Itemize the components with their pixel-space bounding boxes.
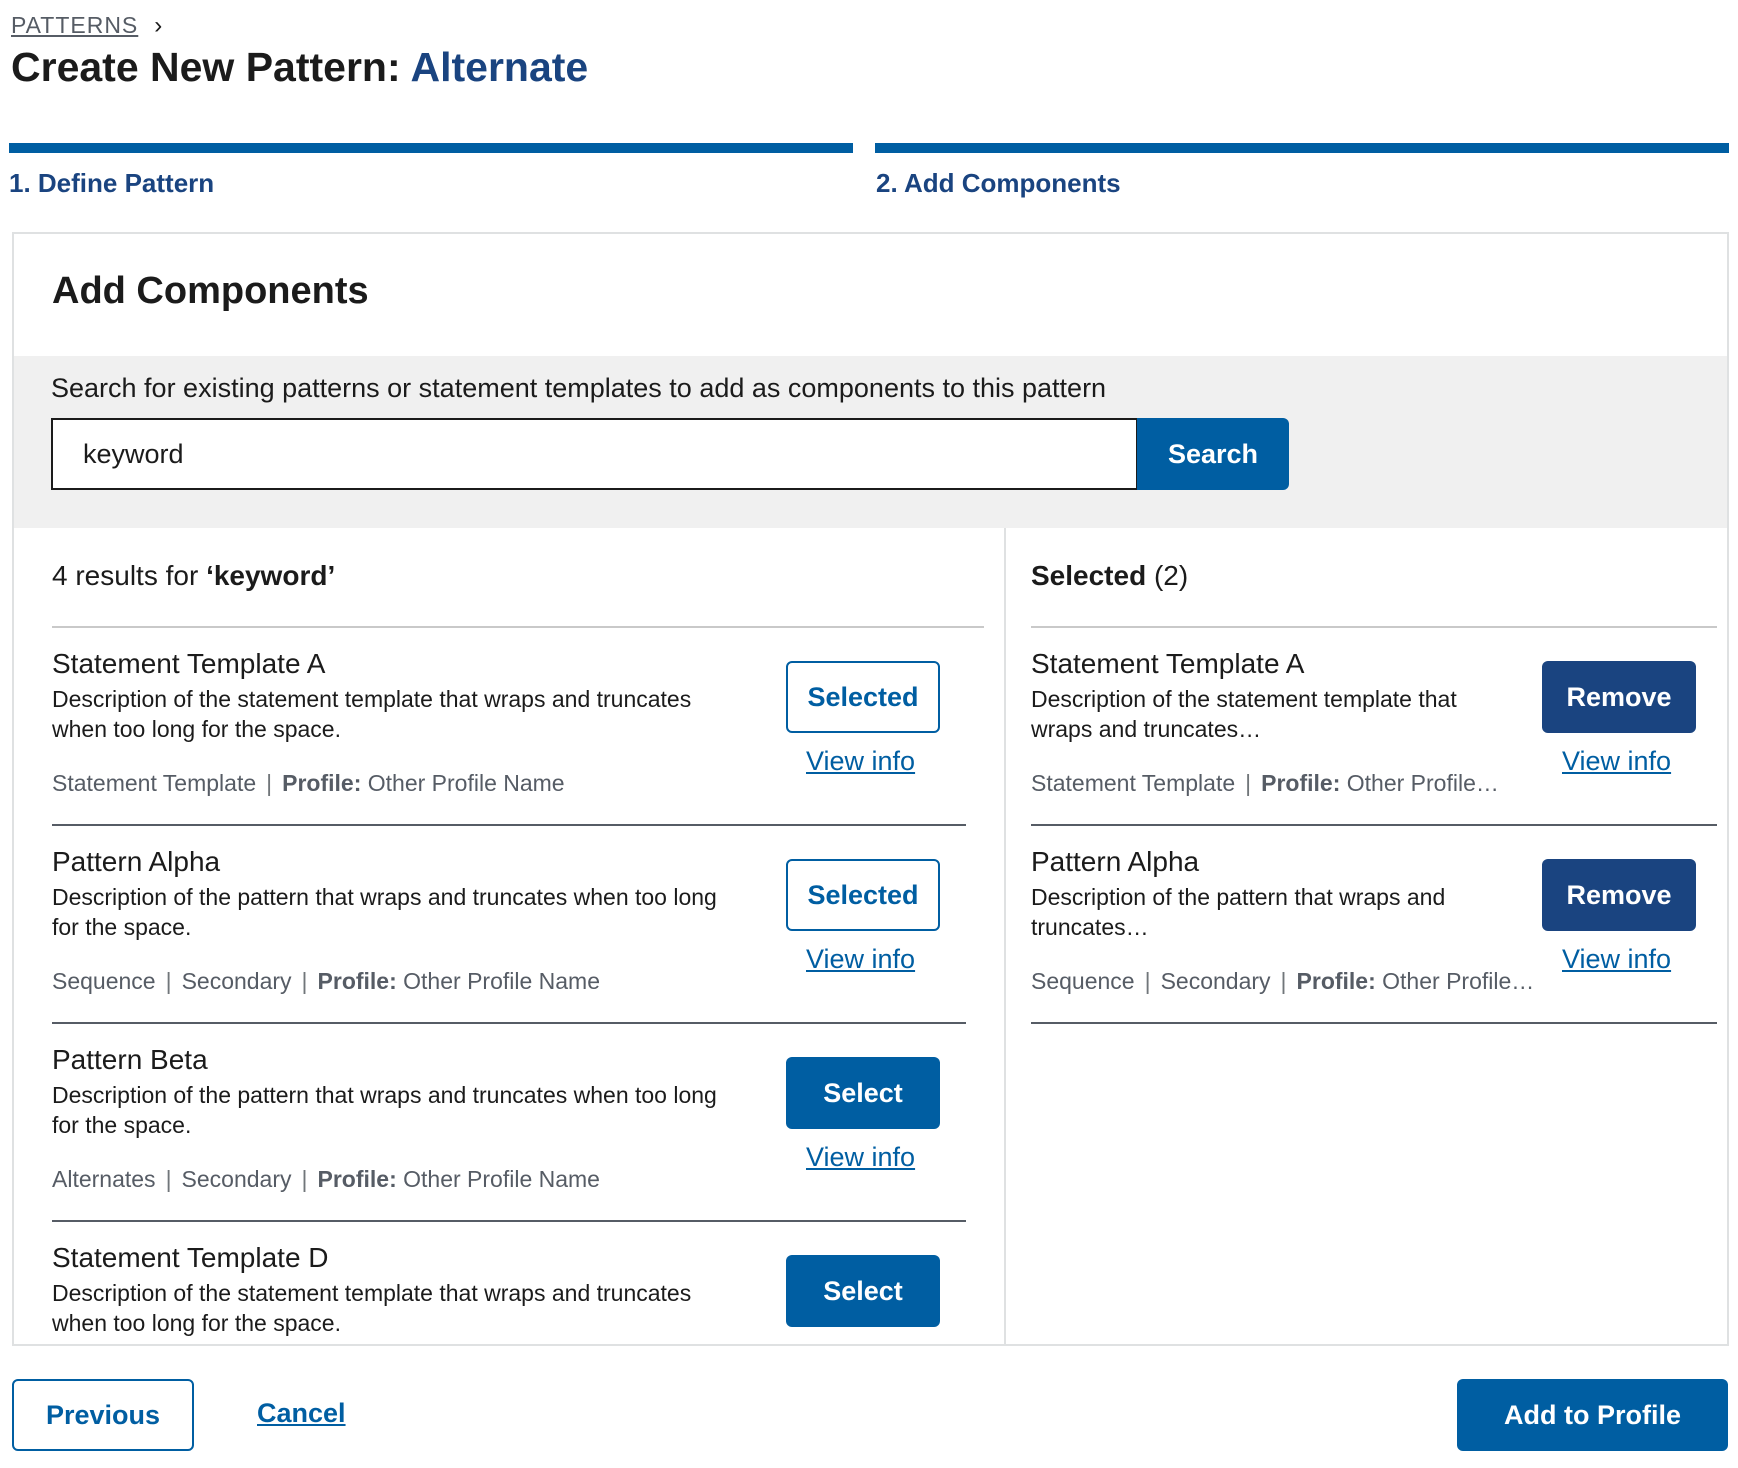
results-query-text: ‘keyword’ [206, 560, 336, 591]
add-components-card [12, 232, 1729, 1346]
select-button[interactable]: Select [786, 1255, 940, 1327]
previous-button[interactable]: Previous [12, 1379, 194, 1451]
result-item-description: Description of the statement template that wraps and truncates when too long for the space. [52, 686, 692, 742]
result-item-profile-label: Profile: [317, 1166, 397, 1192]
results-count [52, 560, 335, 592]
result-item-description: Description of the pattern that wraps and truncates when too long for the space. [52, 1082, 717, 1138]
page-title [11, 44, 588, 91]
view-info-link[interactable]: View info [1562, 944, 1672, 974]
selected-item-profile-label: Profile: [1296, 968, 1376, 994]
card-title: Add Components [52, 270, 369, 312]
selected-item-meta [1031, 770, 1499, 797]
result-item-profile-label: Profile: [317, 968, 397, 994]
step-1-progress-bar [9, 143, 853, 153]
page-title-pattern-type: Alternate [410, 44, 589, 90]
breadcrumb-link-patterns[interactable]: PATTERNS [11, 12, 139, 38]
selected-item-title: Pattern Alpha [1031, 846, 1200, 877]
selected-item-meta [1031, 968, 1534, 995]
selected-item-type: Sequence [1031, 968, 1135, 994]
results-count-text: 4 results for [52, 560, 199, 591]
add-to-profile-button[interactable]: Add to Profile [1457, 1379, 1728, 1451]
result-item [52, 1024, 966, 1222]
result-item [52, 826, 966, 1024]
search-input[interactable] [51, 418, 1138, 490]
selected-count: (2) [1153, 560, 1189, 591]
view-info-link[interactable]: View info [806, 944, 916, 974]
meta-separator: | [301, 1166, 308, 1192]
result-item-type: Alternates [52, 1166, 156, 1192]
result-item-title: Pattern Beta [52, 1044, 208, 1075]
result-item-type: Statement Template [52, 770, 257, 796]
result-item-description: Description of the pattern that wraps and truncates when too long for the space. [52, 884, 717, 940]
view-info-link[interactable]: View info [806, 1142, 916, 1172]
selected-item-role: Secondary [1160, 968, 1271, 994]
result-item-meta [52, 770, 565, 797]
remove-button[interactable]: Remove [1542, 661, 1696, 733]
meta-separator: | [1245, 770, 1252, 796]
selected-item-profile-name: Other Profile… [1382, 968, 1535, 994]
breadcrumb [11, 12, 162, 39]
view-info-link[interactable]: View info [1562, 746, 1672, 776]
selected-item-description: Description of the pattern that wraps and truncates… [1031, 884, 1446, 940]
result-item [52, 628, 966, 826]
meta-separator: | [165, 1166, 172, 1192]
search-panel [14, 356, 1727, 528]
column-divider [1004, 528, 1006, 1346]
selected-item-description: Description of the statement template that wraps and truncates… [1031, 686, 1457, 742]
result-item-profile-label: Profile: [282, 770, 362, 796]
result-item-profile-name: Other Profile Name [367, 770, 565, 796]
selected-button[interactable]: Selected [786, 859, 940, 931]
result-item-title: Statement Template D [52, 1242, 329, 1273]
result-item-title: Pattern Alpha [52, 846, 221, 877]
selected-item [1031, 628, 1717, 826]
cancel-link[interactable]: Cancel [257, 1398, 346, 1428]
chevron-right-icon: › [154, 11, 163, 39]
result-item-role: Secondary [181, 1166, 292, 1192]
select-button[interactable]: Select [786, 1057, 940, 1129]
selected-item-profile-name: Other Profile… [1346, 770, 1499, 796]
result-item-type: Sequence [52, 968, 156, 994]
page-title-prefix: Create New Pattern: [11, 44, 401, 90]
meta-separator: | [301, 968, 308, 994]
result-item-meta [52, 1166, 600, 1193]
meta-separator: | [165, 968, 172, 994]
selected-heading [1031, 560, 1188, 592]
result-item-meta [52, 968, 600, 995]
meta-separator: | [266, 770, 273, 796]
meta-separator: | [1280, 968, 1287, 994]
result-item-description: Description of the statement template that wraps and truncates when too long for the space. [52, 1280, 692, 1336]
meta-separator: | [1144, 968, 1151, 994]
search-help-text: Search for existing patterns or statement templates to add as components to this pattern [51, 373, 1107, 403]
result-item-role: Secondary [181, 968, 292, 994]
selected-item-profile-label: Profile: [1261, 770, 1341, 796]
result-item-title: Statement Template A [52, 648, 326, 679]
search-button[interactable]: Search [1137, 418, 1289, 490]
step-2-progress-bar [875, 143, 1729, 153]
selected-item-type: Statement Template [1031, 770, 1236, 796]
step-1-label: 1. Define Pattern [9, 168, 215, 198]
result-item-profile-name: Other Profile Name [403, 968, 601, 994]
selected-button[interactable]: Selected [786, 661, 940, 733]
selected-item-title: Statement Template A [1031, 648, 1305, 679]
step-2-label: 2. Add Components [876, 168, 1121, 198]
view-info-link[interactable]: View info [806, 746, 916, 776]
result-item [52, 1222, 966, 1346]
remove-button[interactable]: Remove [1542, 859, 1696, 931]
selected-heading-label: Selected [1031, 560, 1147, 591]
selected-item [1031, 826, 1717, 1024]
result-item-profile-name: Other Profile Name [403, 1166, 600, 1192]
